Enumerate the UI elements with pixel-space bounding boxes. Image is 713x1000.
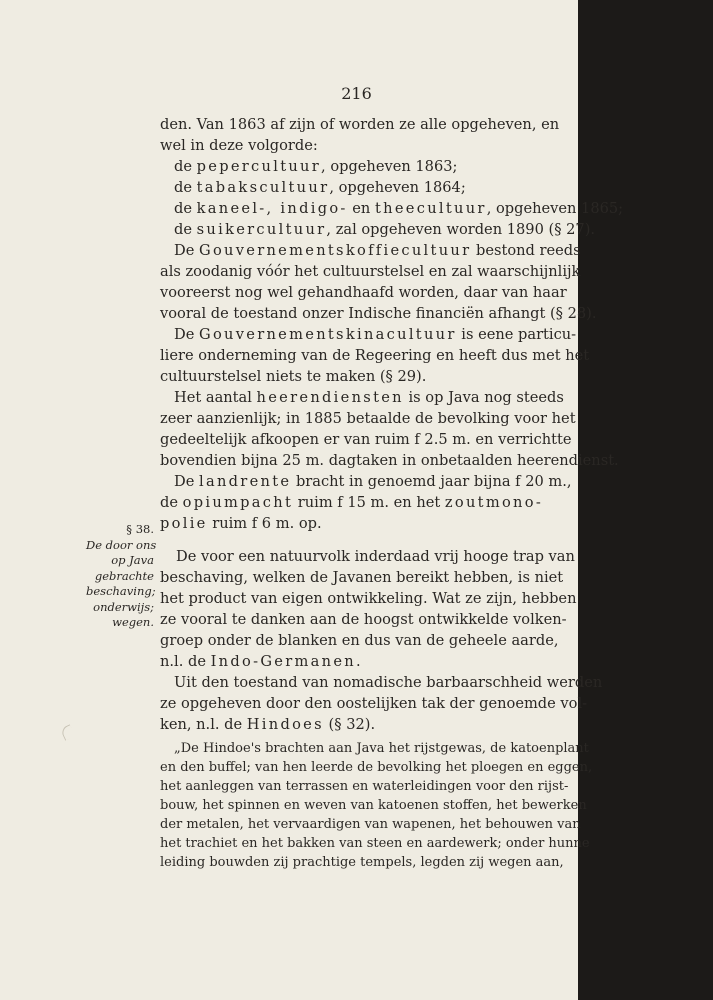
text-segment: ruim f 6 m. op.: [207, 515, 322, 532]
text-segment: ken, n.l. de: [160, 716, 247, 733]
text-segment: De voor een natuurvolk inderdaad vrij hooge trap van: [176, 548, 575, 565]
text-segment: (§ 32).: [323, 716, 376, 733]
text-line: [160, 651, 540, 672]
paper-mark: [60, 724, 75, 740]
spaced-term: zoutmono-: [444, 494, 544, 511]
text-segment: de: [174, 221, 197, 238]
text-line: [160, 114, 560, 135]
text-line: [160, 324, 577, 345]
margin-note-line: beschaving;: [86, 584, 156, 598]
text-segment: liere onderneming van de Regeering en heeft dus met het: [160, 347, 590, 364]
text-line: [160, 261, 581, 282]
text-segment: en den buffel; van hen leerde de bevolking het ploegen en eggen,: [160, 760, 593, 775]
text-segment: het aanleggen van terrassen en waterleidingen voor den rijst-: [160, 779, 569, 794]
margin-note-line: De door ons: [86, 537, 157, 552]
margin-note-line: onderwijs;: [93, 599, 154, 614]
text-line: [160, 609, 567, 630]
text-line: [160, 739, 589, 758]
text-segment: den. Van 1863 af zijn of worden ze alle opgeheven, en: [160, 116, 560, 133]
text-segment: en: [347, 200, 375, 217]
text-line: [160, 513, 540, 534]
text-line: [160, 135, 540, 156]
text-segment: vooral de toestand onzer Indische financiën afhangt (§ 28).: [160, 305, 597, 322]
text-line: [160, 758, 593, 777]
text-segment: , opgeheven 1863;: [321, 158, 458, 175]
text-segment: de: [174, 158, 197, 175]
text-segment: De: [174, 326, 199, 343]
text-line: [160, 834, 590, 853]
text-segment: bouw, het spinnen en weven van katoenen stoffen, het bewerken: [160, 798, 587, 813]
text-line: [160, 303, 597, 324]
text-segment: Uit den toestand van nomadische barbaarschheid werden: [174, 674, 603, 691]
text-segment: bovendien bijna 25 m. dagtaken in onbetaalden heerendienst.: [160, 452, 619, 469]
spaced-term: polie: [160, 515, 208, 532]
text-line: [160, 672, 603, 693]
page-number: 216: [341, 84, 372, 103]
text-line: [160, 345, 590, 366]
text-segment: groep onder de blanken en dus van de geheele aarde,: [160, 632, 559, 649]
spaced-term: heerendiensten: [256, 389, 404, 406]
text-segment: , opgeheven 1865;: [486, 200, 624, 217]
text-line: [160, 777, 569, 796]
page-body: [160, 114, 624, 872]
text-segment: De: [174, 242, 199, 259]
text-line: [160, 567, 564, 588]
text-segment: ruim f 15 m. en het: [293, 494, 445, 511]
text-segment: bracht in genoemd jaar bijna f 20 m.,: [291, 473, 572, 490]
text-segment: beschaving, welken de Javanen bereikt hebben, is niet: [160, 569, 564, 586]
text-segment: de: [174, 179, 197, 196]
margin-note-line: gebrachte: [94, 568, 154, 583]
text-segment: .: [355, 653, 361, 670]
spaced-term: kaneel-, indigo-: [196, 200, 348, 217]
footnote-quote: [160, 739, 593, 872]
spaced-term: Gouvernementskinacultuur: [198, 326, 457, 343]
text-segment: leiding bouwden zij prachtige tempels, legden zij wegen aan,: [160, 855, 564, 870]
text-segment: , zal opgeheven worden 1890 (§ 27).: [326, 221, 596, 238]
text-line: [160, 198, 624, 219]
text-segment: n.l. de: [160, 653, 211, 670]
margin-note-line: op Java: [111, 553, 154, 567]
spaced-term: landrente: [198, 473, 292, 490]
text-line: [160, 282, 567, 303]
text-segment: der metalen, het vervaardigen van wapenen, het behouwen van: [160, 817, 581, 832]
text-segment: zeer aanzienlijk; in 1885 betaalde de bevolking voor het: [160, 410, 576, 427]
text-line: [160, 450, 619, 471]
text-segment: het trachiet en het bakken van steen en aardewerk; onder hunne: [160, 836, 590, 851]
text-line: [160, 815, 581, 834]
text-segment: , opgeheven 1864;: [329, 179, 466, 196]
text-segment: is op Java nog steeds: [403, 389, 564, 406]
margin-note-line: wegen.: [112, 615, 154, 629]
text-line: [160, 492, 544, 513]
text-segment: ze vooral te danken aan de hoogst ontwikkelde volken-: [160, 611, 567, 628]
text-line: [160, 219, 596, 240]
text-line: [160, 408, 576, 429]
section-break: [160, 534, 540, 546]
text-line: [160, 796, 587, 815]
text-segment: het product van eigen ontwikkeling. Wat ze zijn, hebben: [160, 590, 577, 607]
text-segment: als zoodanig vóór het cultuurstelsel en zal waarschijnlijk: [160, 263, 581, 280]
text-line: [160, 630, 559, 651]
spaced-term: opiumpacht: [182, 494, 294, 511]
spaced-term: suikercultuur: [196, 221, 327, 238]
spaced-term: Hindoes: [246, 716, 324, 733]
text-segment: wel in deze volgorde:: [160, 137, 318, 154]
text-line: [160, 387, 564, 408]
text-line: [160, 429, 572, 450]
text-segment: ze opgeheven door den oostelijken tak der genoemde vol-: [160, 695, 588, 712]
text-segment: Het aantal: [174, 389, 257, 406]
text-line: [160, 471, 572, 492]
text-segment: is eene particu-: [456, 326, 577, 343]
text-line: [160, 156, 540, 177]
text-segment: vooreerst nog wel gehandhaafd worden, daar van haar: [160, 284, 567, 301]
spaced-term: pepercultuur: [196, 158, 322, 175]
text-line: [160, 714, 540, 735]
text-segment: de: [174, 200, 197, 217]
margin-section-number: § 38.: [126, 522, 154, 536]
text-line: [160, 853, 564, 872]
margin-note: [86, 522, 157, 631]
spaced-term: Gouvernementskoffiecultuur: [198, 242, 472, 259]
text-line: [160, 366, 540, 387]
text-segment: „De Hindoe's brachten aan Java het rijstgewas, de katoenplant: [174, 741, 589, 756]
text-segment: gedeeltelijk afkoopen er van ruim f 2.5 m. en verrichtte: [160, 431, 572, 448]
spaced-term: tabakscultuur: [196, 179, 330, 196]
text-segment: De: [174, 473, 199, 490]
text-line: [160, 240, 581, 261]
text-segment: cultuurstelsel niets te maken (§ 29).: [160, 368, 427, 385]
main-text: [160, 114, 624, 735]
text-line: [160, 588, 577, 609]
text-line: [160, 177, 540, 198]
spaced-term: Indo-Germanen: [210, 653, 356, 670]
spaced-term: theecultuur: [374, 200, 487, 217]
text-segment: de: [160, 494, 183, 511]
text-line: [160, 693, 588, 714]
text-segment: bestond reeds: [471, 242, 581, 259]
text-line: [160, 546, 575, 567]
